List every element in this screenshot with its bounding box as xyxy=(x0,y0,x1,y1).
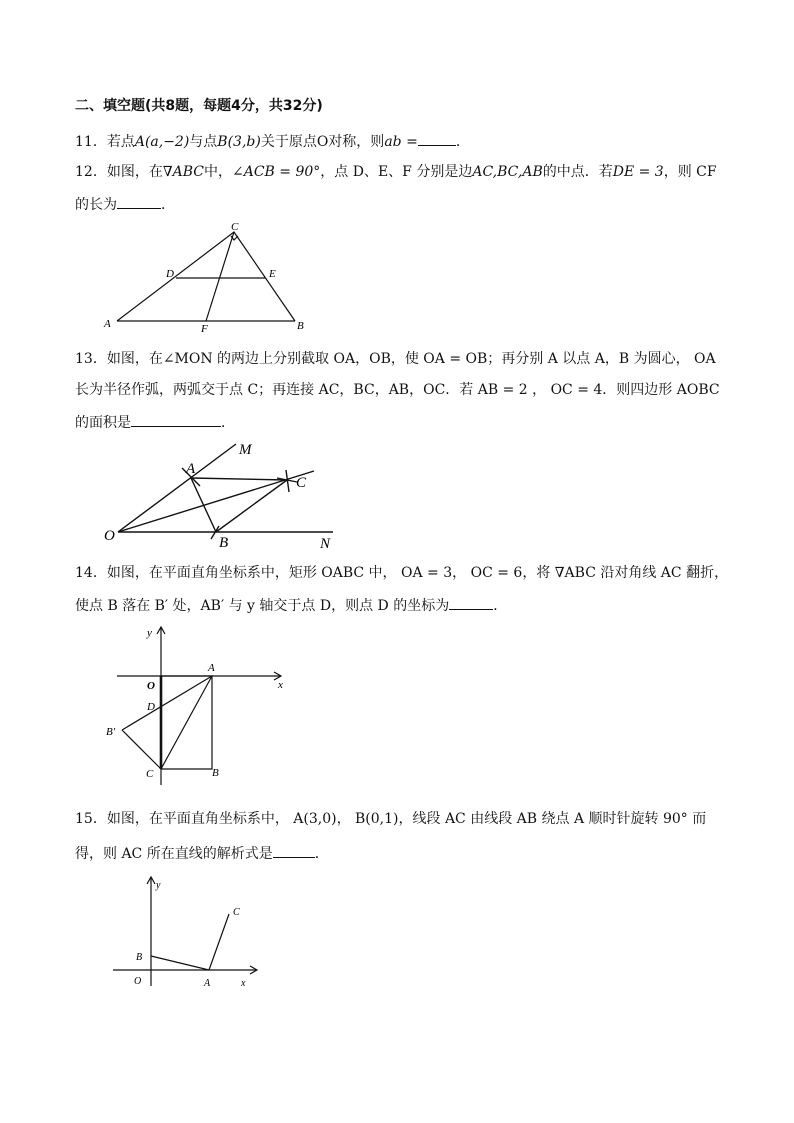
fig14-label-b: B xyxy=(212,767,219,779)
q12-text-a: 12．如图，在 xyxy=(75,164,163,180)
fig14-label-b-prime: B′ xyxy=(106,726,116,738)
fig15-label-c: C xyxy=(233,907,240,918)
question-13-line2: 长为半径作弧，两弧交于点 C；再连接 AC，BC，AB，OC．若 AB = 2 ， OC = 4．则四边形 AOBC xyxy=(75,382,720,398)
figure-13-rhombus xyxy=(100,436,350,554)
fig14-label-o: O xyxy=(147,680,155,692)
q13-line3: 的面积是 xyxy=(75,415,131,431)
fig13-label-n: N xyxy=(320,536,331,552)
q11-answer-blank[interactable] xyxy=(418,131,456,146)
figure-14-rectangle xyxy=(100,622,290,790)
q12-text-e: ，则 CF xyxy=(663,164,717,180)
q14-line2: 使点 B 落在 B′ 处，AB′ 与 y 轴交于点 D，则点 D 的坐标为 xyxy=(75,598,450,614)
q12-math-b: ∠ACB = 90° xyxy=(231,164,321,180)
fig14-label-c: C xyxy=(146,768,154,780)
question-15-line2 xyxy=(75,843,329,863)
fig15-label-o: O xyxy=(134,976,142,987)
fig12-label-b: B xyxy=(297,320,304,332)
fig14-label-d: D xyxy=(147,701,155,713)
fig15-label-y: y xyxy=(156,880,161,891)
question-13-line1: 13．如图，在∠MON 的两边上分别截取 OA，OB，使 OA = OB；再分别 A 以点 A，B 为圆心， OA xyxy=(75,351,716,367)
q11-point-b: B(3,b) xyxy=(217,134,261,150)
fig14-label-y: y xyxy=(147,627,152,639)
question-13-line3 xyxy=(75,412,235,432)
fig15-label-a: A xyxy=(204,978,211,989)
fig14-label-a: A xyxy=(208,662,215,674)
q11-text-b: 与点 xyxy=(189,134,218,150)
fig14-label-x: x xyxy=(278,679,283,691)
q13-tail: ． xyxy=(221,415,235,431)
fig12-label-e: E xyxy=(269,268,276,280)
fig13-label-o: O xyxy=(104,528,115,544)
figure-12-triangle xyxy=(100,220,320,335)
fig13-label-a: A xyxy=(186,461,196,477)
q11-text-c: 关于原点O对称，则 xyxy=(260,134,385,150)
q11-text-a: 11．若点 xyxy=(75,134,135,150)
fig13-label-m: M xyxy=(239,442,252,458)
fig15-label-b: B xyxy=(136,952,143,963)
question-12-line2 xyxy=(75,194,175,214)
q12-math-c: AC,BC,AB xyxy=(472,164,543,180)
fig12-label-d: D xyxy=(166,268,174,280)
q14-tail: ． xyxy=(493,598,508,614)
q11-point-a: A(a,−2) xyxy=(134,134,190,150)
q15-tail: ． xyxy=(314,846,329,862)
fig13-label-c: C xyxy=(296,475,307,491)
question-12-line1 xyxy=(75,163,717,181)
fig15-label-x: x xyxy=(241,978,246,989)
q12-tail: ． xyxy=(161,197,175,213)
question-14-line1: 14．如图，在平面直角坐标系中，矩形 OABC 中， OA = 3， OC = 6，将 ∇ABC 沿对角线 AC 翻折， xyxy=(75,565,729,581)
fig12-label-a: A xyxy=(104,318,111,330)
q15-line2: 得，则 AC 所在直线的解析式是 xyxy=(75,846,273,862)
q12-text-b: 中， xyxy=(203,164,232,180)
figure-15-coordinate xyxy=(100,872,265,994)
q11-expr: ab = xyxy=(384,134,418,150)
q12-text-c: ，点 D、E、F 分别是边 xyxy=(320,164,473,180)
fig12-label-c: C xyxy=(231,221,239,233)
fig12-label-f: F xyxy=(201,323,208,335)
section-title: 二、填空题(共8题，每题4分，共32分) xyxy=(75,98,323,114)
q13-answer-blank[interactable] xyxy=(131,412,221,427)
q14-answer-blank[interactable] xyxy=(449,595,493,610)
q12-text-d: 的中点．若 xyxy=(542,164,613,180)
q12-answer-blank[interactable] xyxy=(117,194,161,209)
q12-math-d: DE = 3 xyxy=(612,164,664,180)
question-15-line1: 15．如图，在平面直角坐标系中， A(3,0)， B(0,1)，线段 AC 由线段 AB 绕点 A 顺时针旋转 90° 而 xyxy=(75,811,707,827)
q11-tail: ． xyxy=(455,134,470,150)
question-11 xyxy=(75,131,470,151)
q12-line2: 的长为 xyxy=(75,197,117,213)
question-14-line2 xyxy=(75,595,507,615)
q12-math-a: ∇ABC xyxy=(162,164,204,180)
q15-answer-blank[interactable] xyxy=(273,843,315,858)
fig13-label-b: B xyxy=(219,535,229,551)
